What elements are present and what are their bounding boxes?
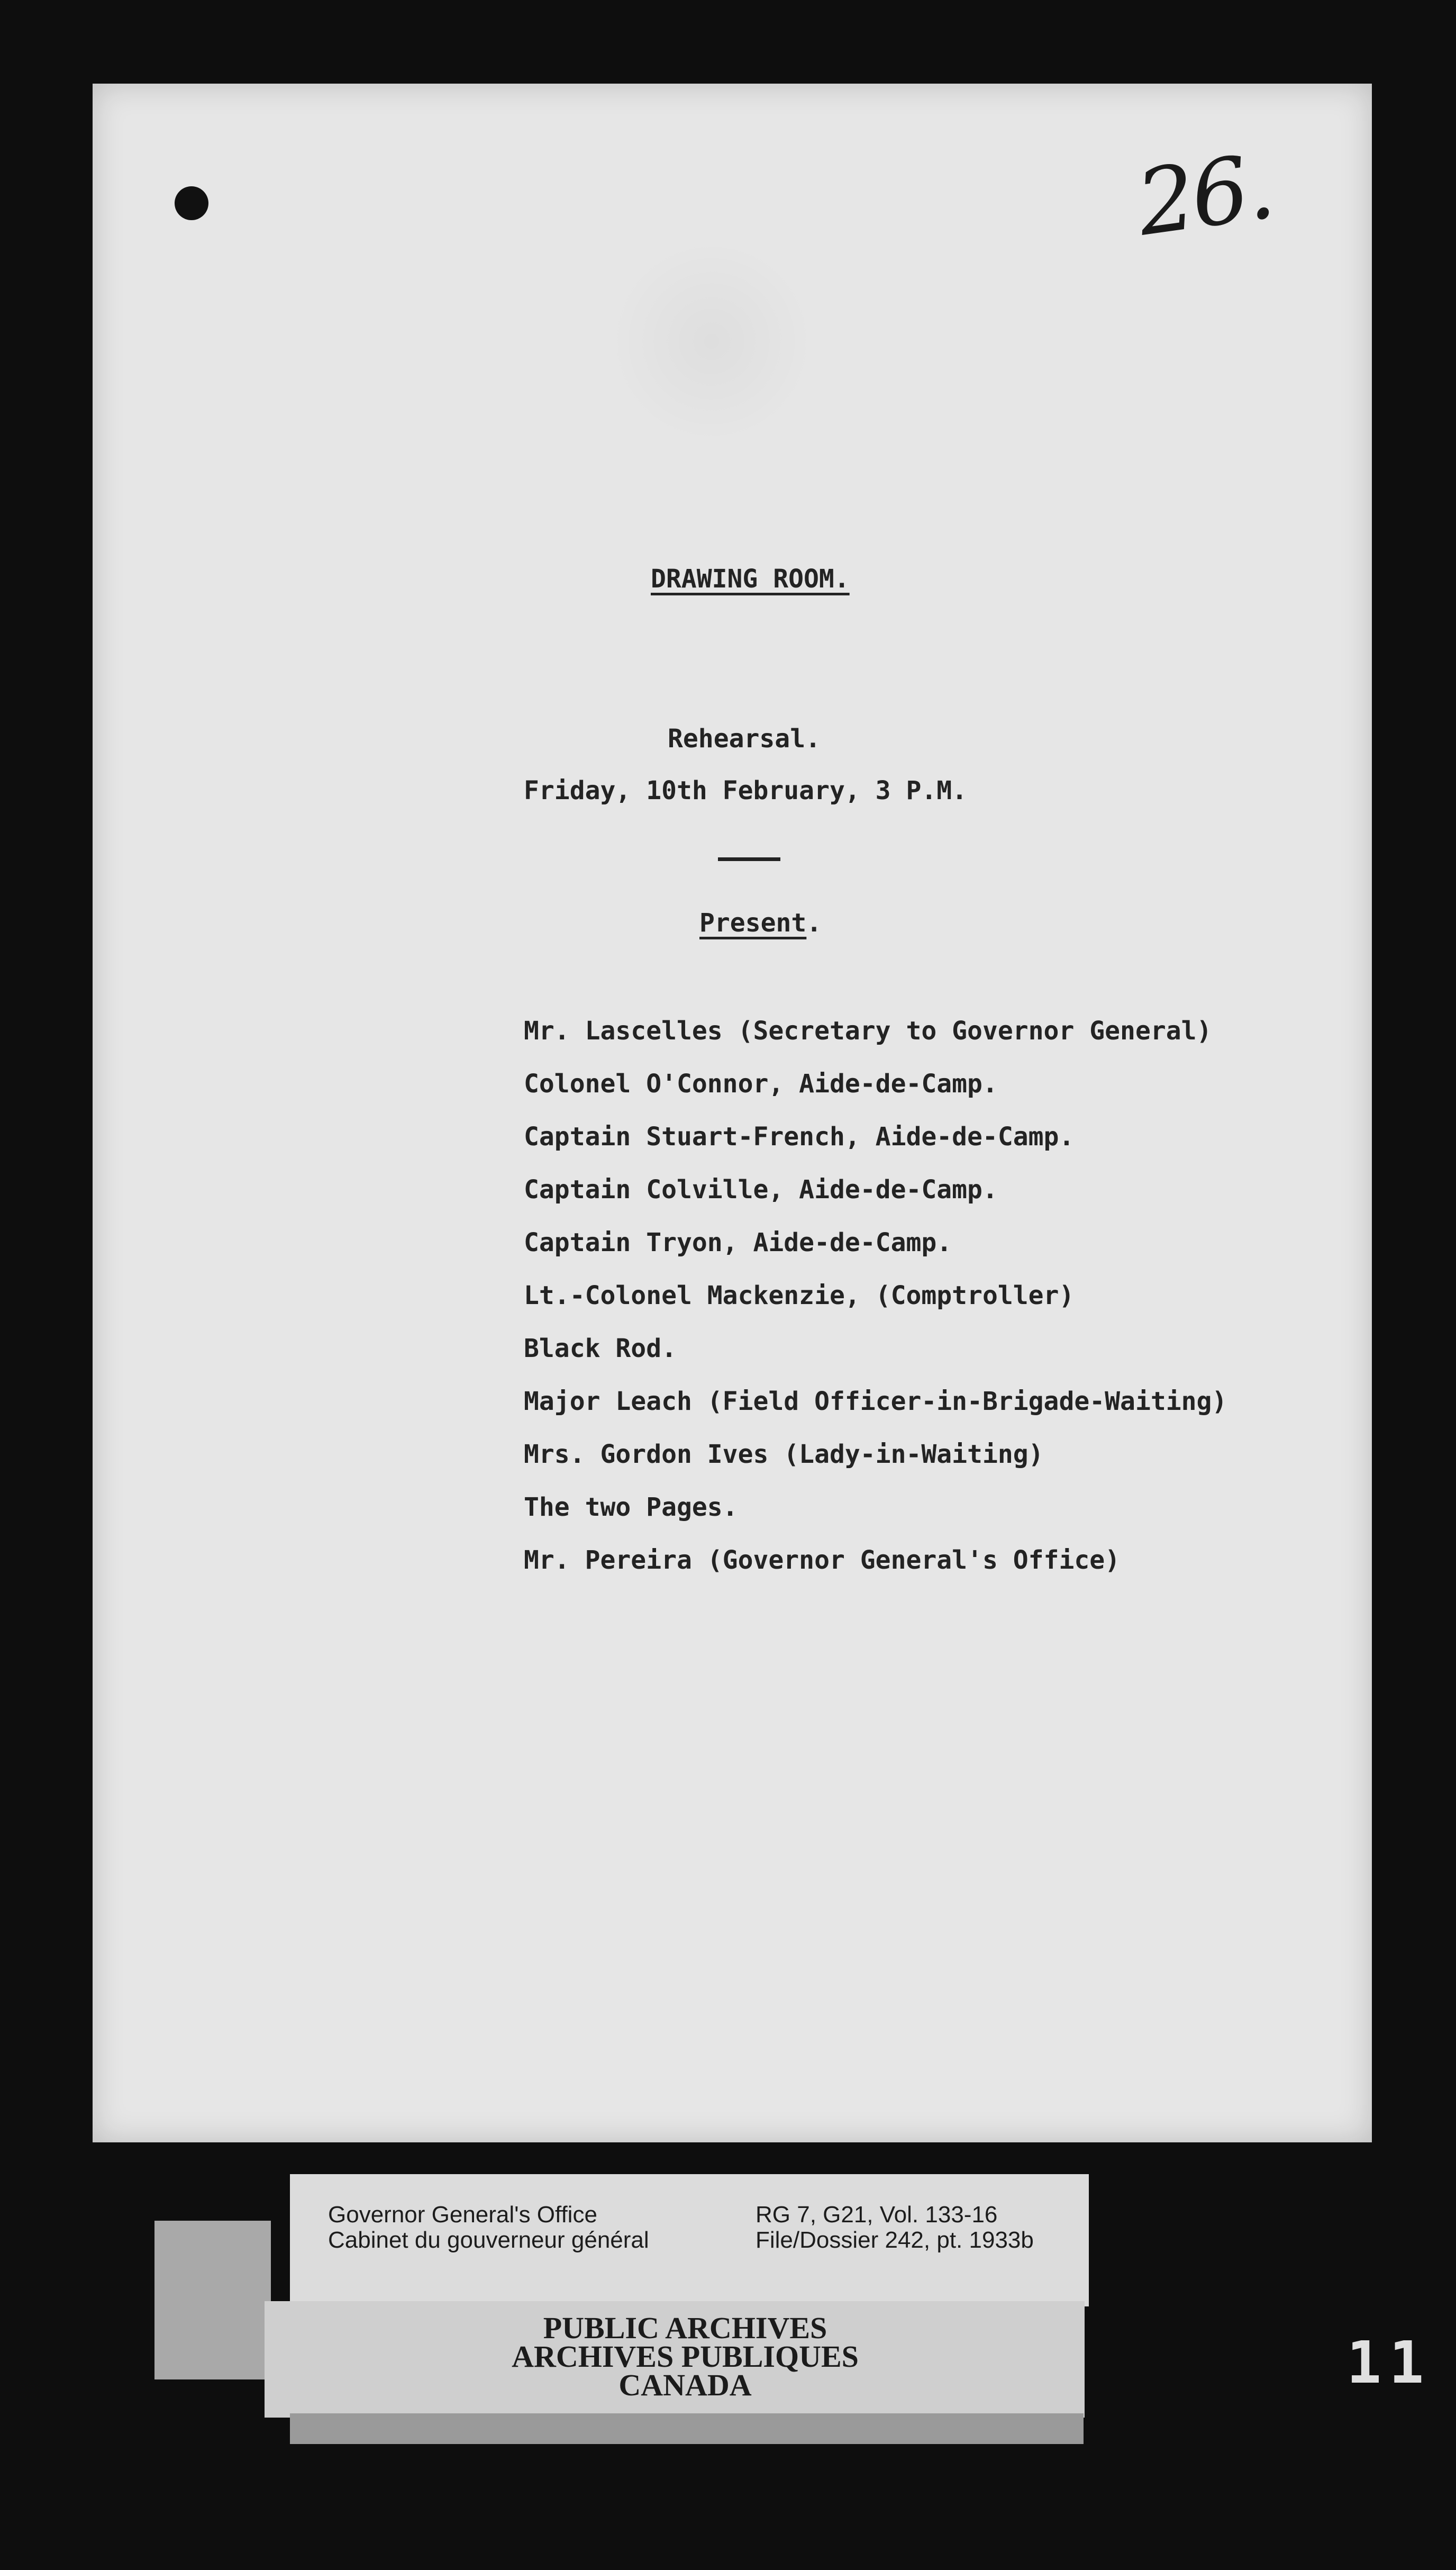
archives-stamp-line-3: CANADA bbox=[618, 2368, 752, 2402]
rehearsal-line: Rehearsal. bbox=[668, 724, 821, 754]
attendee-item: Captain Colville, Aide-de-Camp. bbox=[524, 1175, 998, 1205]
film-frame-number: 11 bbox=[1346, 2329, 1432, 2396]
folio-number: 26. bbox=[1131, 134, 1278, 257]
present-heading bbox=[699, 910, 822, 936]
punch-hole bbox=[175, 186, 208, 220]
divider-rule bbox=[718, 857, 780, 861]
attendee-item: The two Pages. bbox=[524, 1492, 738, 1522]
archives-stamp-edge bbox=[290, 2413, 1084, 2444]
archives-stamp-line-2: ARCHIVES PUBLIQUES bbox=[512, 2339, 859, 2374]
embossed-seal bbox=[608, 238, 815, 445]
office-english: Governor General's Office bbox=[328, 2202, 597, 2228]
attendee-item: Mr. Lascelles (Secretary to Governor General) bbox=[524, 1016, 1212, 1046]
date-line: Friday, 10th February, 3 P.M. bbox=[524, 776, 968, 806]
attendee-item: Captain Tryon, Aide-de-Camp. bbox=[524, 1228, 952, 1257]
document-title: DRAWING ROOM. bbox=[651, 564, 850, 594]
attendee-item: Lt.-Colonel Mackenzie, (Comptroller) bbox=[524, 1281, 1075, 1310]
office-french: Cabinet du gouverneur général bbox=[328, 2227, 649, 2253]
present-heading-period: . bbox=[806, 908, 822, 938]
archives-stamp-line-1: PUBLIC ARCHIVES bbox=[543, 2311, 827, 2345]
film-leader-block bbox=[154, 2221, 271, 2379]
attendee-item: Colonel O'Connor, Aide-de-Camp. bbox=[524, 1069, 998, 1099]
record-group-reference: RG 7, G21, Vol. 133-16 bbox=[756, 2202, 998, 2228]
present-heading-text: Present bbox=[699, 908, 807, 938]
attendee-item: Major Leach (Field Officer-in-Brigade-Waiting) bbox=[524, 1387, 1227, 1416]
attendee-item: Mr. Pereira (Governor General's Office) bbox=[524, 1545, 1121, 1575]
attendee-item: Captain Stuart-French, Aide-de-Camp. bbox=[524, 1122, 1075, 1152]
attendee-list bbox=[524, 1015, 1227, 1597]
file-reference: File/Dossier 242, pt. 1933b bbox=[756, 2227, 1034, 2253]
attendee-item: Black Rod. bbox=[524, 1334, 677, 1363]
attendee-item: Mrs. Gordon Ives (Lady-in-Waiting) bbox=[524, 1440, 1044, 1469]
